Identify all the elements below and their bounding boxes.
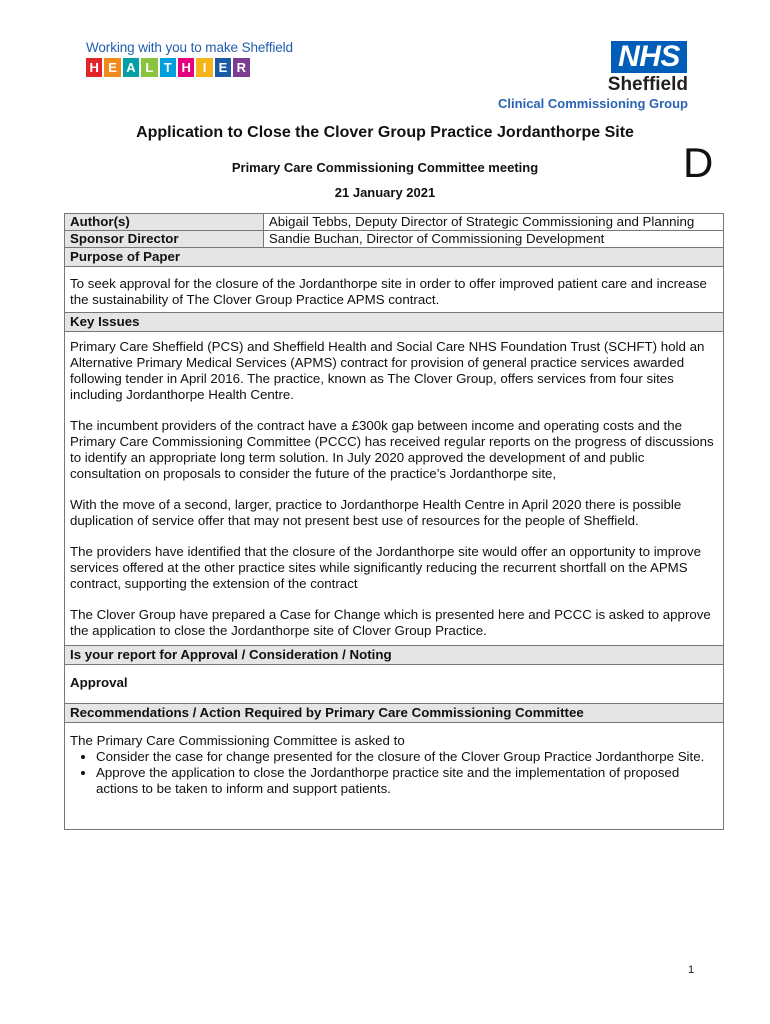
author-label: Author(s) [65,214,264,231]
recommendations-heading: Recommendations / Action Required by Primary Care Commissioning Committee [65,704,724,723]
logo-letter: T [160,58,176,77]
purpose-text: To seek approval for the closure of the Jordanthorpe site in order to offer improved patient care and increase the sustainability of The Clover Group Practice APMS contract. [70,276,707,307]
key-issue-paragraph: The Clover Group have prepared a Case for Change which is presented here and PCCC is asked to approve the application to close the Jordanthorpe site of Clover Group Practice. [70,607,711,638]
recommendations-intro: The Primary Care Commissioning Committee is asked to [70,733,405,748]
logo-letter: A [123,58,139,77]
page-title: Application to Close the Clover Group Practice Jordanthorpe Site [136,124,634,141]
organisation-name: Sheffield [607,74,688,95]
meeting-date: 21 January 2021 [334,185,436,200]
purpose-heading: Purpose of Paper [65,248,724,267]
report-type-heading: Is your report for Approval / Consideration / Noting [65,646,724,665]
purpose-section [65,267,724,313]
key-issues-heading: Key Issues [65,313,724,332]
nhs-logo: NHS [611,41,687,73]
author-value: Abigail Tebbs, Deputy Director of Strategic Commissioning and Planning [263,214,723,231]
logo-letter: L [141,58,157,77]
healthier-logo [86,40,293,77]
key-issue-paragraph: The incumbent providers of the contract have a £300k gap between income and operating costs and the Primary Care Commissioning Committee (PCCC) has received regular reports on the progress of discussions to identify an appropriate long term solution. In July 2020 approved the development of and public consultation on proposals to consider the future of the practice’s Jordanthorpe site, [70,418,714,481]
cover-sheet-table [64,213,724,830]
key-issue-paragraph: The providers have identified that the closure of the Jordanthorpe site would offer an opportunity to improve services offered at the other practice sites while significantly reducing the recurrent shortfall on the APMS contract, supporting the extension of the contract [70,544,701,591]
meeting-name: Primary Care Commissioning Committee meeting [231,160,539,175]
logo-tagline: Working with you to make Sheffield [86,40,293,55]
page-number: 1 [688,964,695,976]
sponsor-value: Sandie Buchan, Director of Commissioning Development [263,231,723,248]
logo-letter: H [86,58,102,77]
logo-letter: E [104,58,120,77]
report-type-value: Approval [65,665,724,704]
key-issues-section [65,332,724,646]
key-issue-paragraph: With the move of a second, larger, practice to Jordanthorpe Health Centre in April 2020 there is possible duplication of service offer that may not present best use of resources for the people of Sheffield. [70,497,682,528]
list-item: • Consider the case for change presented for the closure of the Clover Group Practice Jordanthorpe Site. [96,749,718,765]
logo-letter: E [215,58,231,77]
sponsor-label: Sponsor Director [65,231,264,248]
recommendations-section [65,723,724,830]
key-issue-paragraph: Primary Care Sheffield (PCS) and Sheffield Health and Social Care NHS Foundation Trust (SCHFT) hold an Alternative Primary Medical Services (APMS) contract for provision of general practice services awarded following tender in April 2016. The practice, known as The Clover Group, offers services from four sites including Jordanthorpe Health Centre. [70,339,705,402]
recommendations-list [70,749,718,797]
list-item: • Approve the application to close the Jordanthorpe practice site and the implementation of proposed actions to be taken to inform and support patients. [96,765,718,797]
author-row [65,214,724,231]
logo-letter: I [196,58,212,77]
logo-letter: R [233,58,249,77]
sponsor-row [65,231,724,248]
appendix-letter: D [683,139,714,186]
ccg-name: Clinical Commissioning Group [498,96,688,111]
logo-letter: H [178,58,194,77]
logo-letter-row [86,58,293,77]
